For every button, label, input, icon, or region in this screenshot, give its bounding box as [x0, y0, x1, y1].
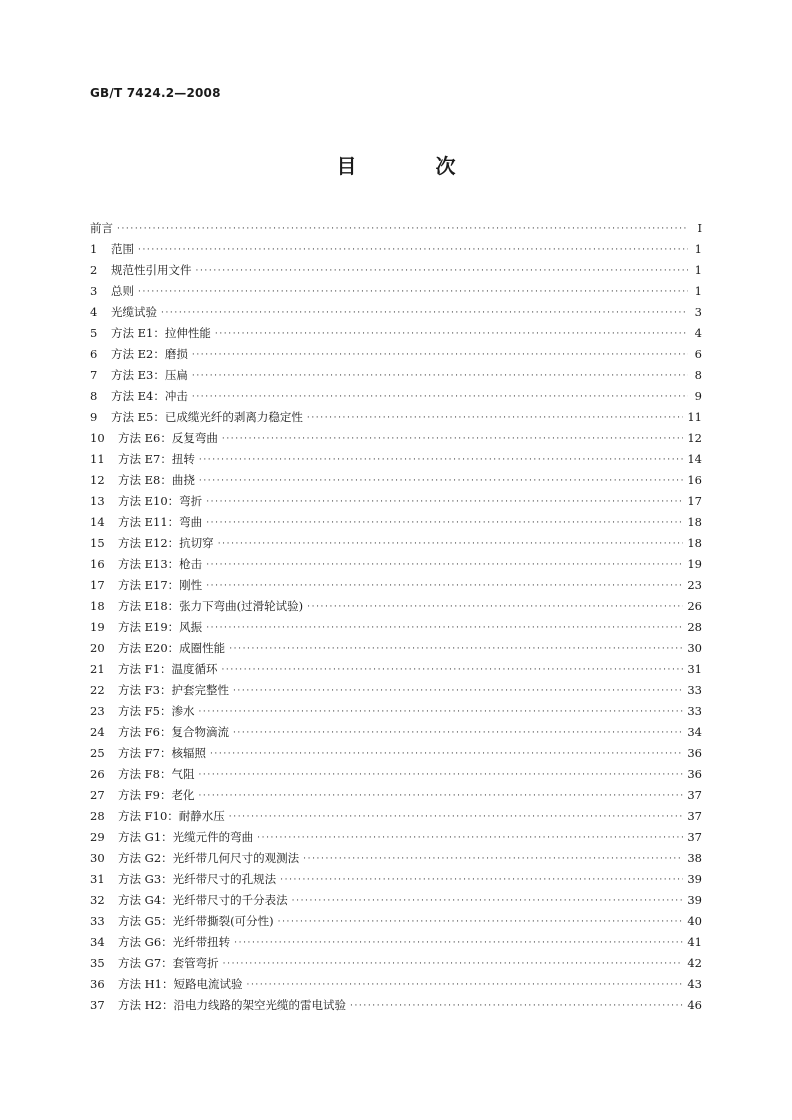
toc-entry-page: Ⅰ	[697, 221, 702, 235]
toc-entry[interactable]	[90, 470, 702, 491]
toc-entry-title: 方法 G6：光纤带扭转	[118, 935, 231, 949]
toc-entry-page: 18	[687, 536, 702, 550]
toc-entry-title: 方法 E11：弯曲	[118, 515, 203, 529]
toc-dot-leader	[233, 681, 683, 702]
toc-entry[interactable]	[90, 995, 702, 1016]
toc-entry[interactable]	[90, 638, 702, 659]
toc-entry-page: 1	[694, 284, 702, 298]
toc-dot-leader	[233, 723, 683, 744]
toc-entry[interactable]	[90, 533, 702, 554]
toc-dot-leader	[229, 807, 684, 828]
toc-entry-number: 36	[90, 977, 105, 991]
toc-entry-page: 33	[687, 683, 702, 697]
toc-entry[interactable]	[90, 911, 702, 932]
toc-entry-number: 20	[90, 641, 105, 655]
toc-entry[interactable]	[90, 974, 702, 995]
toc-entry-number: 32	[90, 893, 105, 907]
toc-entry-number: 10	[90, 431, 105, 445]
toc-entry-page: 9	[694, 389, 702, 403]
toc-entry-page: 37	[687, 788, 702, 802]
toc-entry-title: 方法 H1：短路电流试验	[118, 977, 243, 991]
toc-entry-title: 方法 E3：压扁	[111, 368, 188, 382]
toc-entry-page: 43	[687, 977, 702, 991]
toc-entry-title: 方法 H2：沿电力线路的架空光缆的雷电试验	[118, 998, 346, 1012]
toc-entry-page: 16	[687, 473, 702, 487]
toc-entry-number: 18	[90, 599, 105, 613]
toc-entry[interactable]	[90, 281, 702, 302]
toc-entry-number: 12	[90, 473, 105, 487]
toc-entry-title: 方法 E7：扭转	[118, 452, 195, 466]
toc-entry-number: 31	[90, 872, 105, 886]
toc-dot-leader	[138, 282, 688, 303]
toc-entry-number: 22	[90, 683, 105, 697]
toc-entry-page: 11	[687, 410, 702, 424]
toc-entry-title: 方法 G3：光纤带尺寸的孔规法	[118, 872, 277, 886]
toc-dot-leader	[161, 303, 688, 324]
toc-entry[interactable]	[90, 869, 702, 890]
toc-dot-leader	[210, 744, 683, 765]
toc-entry-page: 33	[687, 704, 702, 718]
toc-dot-leader	[198, 765, 683, 786]
toc-entry-page: 1	[694, 263, 702, 277]
toc-entry-page: 28	[687, 620, 702, 634]
toc-entry[interactable]	[90, 302, 702, 323]
toc-entry-page: 36	[687, 767, 702, 781]
toc-entry-page: 8	[694, 368, 702, 382]
toc-entry-page: 26	[687, 599, 702, 613]
toc-entry-page: 17	[687, 494, 702, 508]
toc-entry-number: 3	[90, 284, 98, 298]
toc-entry-title: 方法 F1：温度循环	[118, 662, 218, 676]
toc-dot-leader	[199, 450, 683, 471]
toc-entry-title: 方法 E12：抗切穿	[118, 536, 214, 550]
toc-dot-leader	[206, 618, 683, 639]
toc-entry-title: 方法 G5：光纤带撕裂(可分性)	[118, 914, 274, 928]
toc-entry-page: 42	[687, 956, 702, 970]
toc-entry-title: 方法 E19：风振	[118, 620, 203, 634]
toc-entry-number: 34	[90, 935, 105, 949]
toc-entry-title: 方法 E18：张力下弯曲(过滑轮试验)	[118, 599, 304, 613]
toc-entry-page: 14	[687, 452, 702, 466]
toc-dot-leader	[206, 555, 683, 576]
toc-entry-number: 26	[90, 767, 105, 781]
toc-entry-page: 31	[687, 662, 702, 676]
toc-entry-number: 9	[90, 410, 98, 424]
toc-entry-number: 21	[90, 662, 105, 676]
toc-dot-leader	[198, 786, 683, 807]
toc-dot-leader	[307, 597, 683, 618]
toc-dot-leader	[223, 954, 684, 975]
toc-entry-number: 35	[90, 956, 105, 970]
toc-dot-leader	[215, 324, 688, 345]
toc-entry[interactable]	[90, 428, 702, 449]
toc-dot-leader	[206, 492, 683, 513]
toc-entry-page: 18	[687, 515, 702, 529]
toc-entry-page: 34	[687, 725, 702, 739]
toc-entry-number: 1	[90, 242, 98, 256]
toc-entry-title: 方法 F6：复合物滴流	[118, 725, 229, 739]
toc-entry-title: 方法 G1：光缆元件的弯曲	[118, 830, 254, 844]
toc-dot-leader	[221, 660, 683, 681]
toc-entry[interactable]	[90, 512, 702, 533]
toc-entry-number: 14	[90, 515, 105, 529]
toc-entry[interactable]	[90, 827, 702, 848]
toc-entry[interactable]	[90, 596, 702, 617]
toc-entry-number: 29	[90, 830, 105, 844]
toc-entry[interactable]	[90, 743, 702, 764]
toc-entry-number: 13	[90, 494, 105, 508]
toc-entry-page: 4	[694, 326, 702, 340]
toc-dot-leader	[206, 576, 683, 597]
toc-dot-leader	[278, 912, 684, 933]
toc-entry-number: 25	[90, 746, 105, 760]
toc-dot-leader	[280, 870, 683, 891]
toc-dot-leader	[307, 408, 683, 429]
toc-entry-title: 方法 F7：核辐照	[118, 746, 206, 760]
toc-entry-number: 7	[90, 368, 98, 382]
toc-entry-title: 方法 E13：枪击	[118, 557, 203, 571]
toc-entry-page: 6	[694, 347, 702, 361]
toc-dot-leader	[218, 534, 684, 555]
toc-entry[interactable]	[90, 260, 702, 281]
toc-entry-title: 方法 E1：拉伸性能	[111, 326, 211, 340]
toc-entry-title: 方法 E8：曲挠	[118, 473, 195, 487]
toc-entry-number: 2	[90, 263, 98, 277]
toc-dot-leader	[192, 366, 688, 387]
toc-entry-title: 方法 F9：老化	[118, 788, 195, 802]
toc-entry[interactable]	[90, 890, 702, 911]
toc-entry-title: 光缆试验	[111, 305, 157, 319]
toc-entry-number: 15	[90, 536, 105, 550]
toc-entry-title: 范围	[111, 242, 134, 256]
toc-entry[interactable]	[90, 764, 702, 785]
toc-entry-page: 1	[694, 242, 702, 256]
toc-entry[interactable]	[90, 701, 702, 722]
toc-dot-leader	[117, 219, 688, 240]
toc-entry-title: 方法 G2：光纤带几何尺寸的观测法	[118, 851, 300, 865]
toc-entry[interactable]	[90, 659, 702, 680]
toc-entry-title: 方法 F5：渗水	[118, 704, 195, 718]
toc-entry-title: 方法 E2：磨损	[111, 347, 188, 361]
toc-entry-page: 38	[687, 851, 702, 865]
toc-dot-leader	[247, 975, 684, 996]
toc-entry[interactable]	[90, 218, 702, 239]
toc-dot-leader	[257, 828, 683, 849]
toc-dot-leader	[303, 849, 683, 870]
toc-dot-leader	[292, 891, 684, 912]
toc-entry[interactable]	[90, 365, 702, 386]
toc-entry-number: 8	[90, 389, 98, 403]
toc-entry[interactable]	[90, 323, 702, 344]
toc-dot-leader	[192, 345, 688, 366]
toc-entry[interactable]	[90, 386, 702, 407]
toc-entry-title: 方法 F8：气阻	[118, 767, 195, 781]
toc-entry-title: 方法 E6：反复弯曲	[118, 431, 218, 445]
toc-entry-page: 19	[687, 557, 702, 571]
toc-entry[interactable]	[90, 785, 702, 806]
toc-list	[90, 218, 702, 1016]
toc-entry[interactable]	[90, 407, 702, 428]
toc-title: 目 次	[336, 154, 492, 178]
toc-entry-page: 39	[687, 893, 702, 907]
toc-dot-leader	[138, 240, 688, 261]
toc-entry-page: 3	[694, 305, 702, 319]
toc-entry-page: 23	[687, 578, 702, 592]
toc-entry-number: 27	[90, 788, 105, 802]
toc-entry[interactable]	[90, 554, 702, 575]
toc-entry[interactable]	[90, 344, 702, 365]
toc-entry-page: 41	[687, 935, 702, 949]
toc-dot-leader	[222, 429, 683, 450]
toc-entry-title: 总则	[111, 284, 134, 298]
toc-entry-number: 4	[90, 305, 98, 319]
toc-dot-leader	[196, 261, 689, 282]
toc-entry-number: 16	[90, 557, 105, 571]
toc-entry-page: 36	[687, 746, 702, 760]
toc-dot-leader	[198, 702, 683, 723]
toc-entry-title: 方法 E17：刚性	[118, 578, 203, 592]
toc-entry-number: 17	[90, 578, 105, 592]
toc-dot-leader	[229, 639, 683, 660]
toc-entry[interactable]	[90, 575, 702, 596]
toc-dot-leader	[199, 471, 683, 492]
toc-entry-page: 12	[687, 431, 702, 445]
toc-entry-page: 40	[687, 914, 702, 928]
toc-entry[interactable]	[90, 806, 702, 827]
toc-entry-number: 6	[90, 347, 98, 361]
toc-dot-leader	[206, 513, 683, 534]
toc-entry-number: 23	[90, 704, 105, 718]
toc-entry-title: 方法 F10：耐静水压	[118, 809, 225, 823]
toc-dot-leader	[192, 387, 688, 408]
toc-entry-number: 37	[90, 998, 105, 1012]
toc-entry[interactable]	[90, 722, 702, 743]
toc-entry-number: 24	[90, 725, 105, 739]
toc-entry-title: 方法 E10：弯折	[118, 494, 203, 508]
toc-entry-number: 5	[90, 326, 98, 340]
toc-entry-number: 33	[90, 914, 105, 928]
toc-entry-title: 前言	[90, 221, 113, 235]
toc-entry-title: 方法 E20：成圈性能	[118, 641, 226, 655]
toc-entry[interactable]	[90, 239, 702, 260]
toc-entry-number: 11	[90, 452, 105, 466]
toc-entry-title: 方法 G4：光纤带尺寸的千分表法	[118, 893, 288, 907]
toc-entry-page: 30	[687, 641, 702, 655]
standard-number: GB/T 7424.2—2008	[90, 86, 221, 100]
toc-entry-page: 37	[687, 809, 702, 823]
toc-entry-page: 39	[687, 872, 702, 886]
toc-entry-title: 方法 E5：已成缆光纤的剥离力稳定性	[111, 410, 303, 424]
toc-entry-title: 方法 E4：冲击	[111, 389, 188, 403]
toc-dot-leader	[234, 933, 683, 954]
toc-entry-page: 46	[687, 998, 702, 1012]
toc-entry[interactable]	[90, 617, 702, 638]
toc-entry-number: 28	[90, 809, 105, 823]
toc-entry[interactable]	[90, 491, 702, 512]
toc-entry-number: 19	[90, 620, 105, 634]
toc-entry-title: 方法 G7：套管弯折	[118, 956, 219, 970]
toc-entry[interactable]	[90, 932, 702, 953]
toc-entry-number: 30	[90, 851, 105, 865]
toc-entry[interactable]	[90, 953, 702, 974]
toc-dot-leader	[350, 996, 683, 1017]
toc-entry[interactable]	[90, 848, 702, 869]
toc-entry[interactable]	[90, 449, 702, 470]
toc-entry-title: 方法 F3：护套完整性	[118, 683, 229, 697]
toc-entry[interactable]	[90, 680, 702, 701]
toc-entry-page: 37	[687, 830, 702, 844]
toc-entry-title: 规范性引用文件	[111, 263, 192, 277]
